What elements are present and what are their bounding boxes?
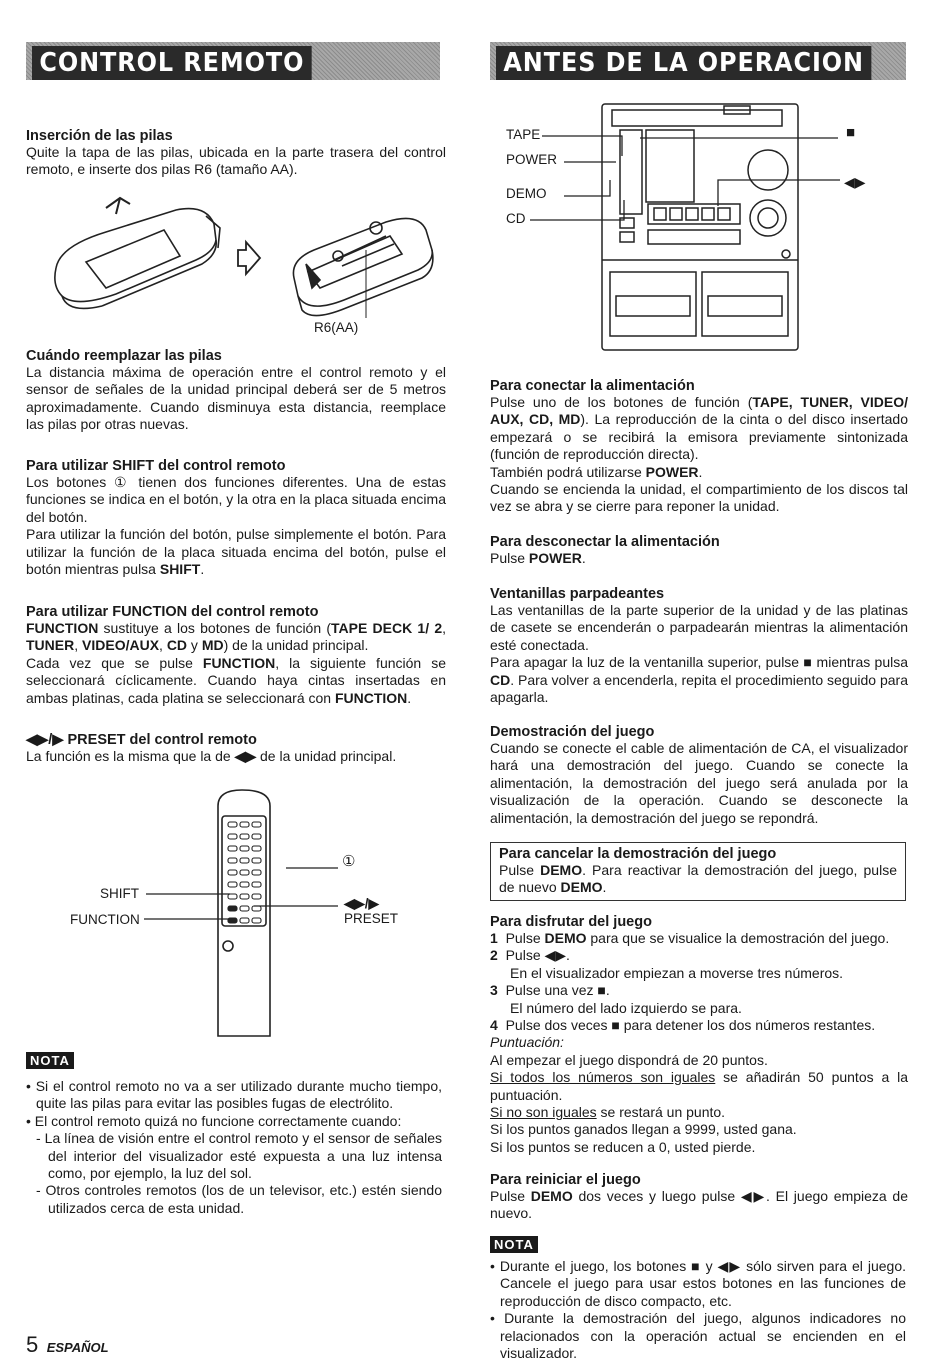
heading: Ventanillas parpadeantes [490,586,665,602]
section-replace-batteries [26,348,446,434]
button-callout-one: ① [342,853,356,870]
paragraph: Cuando se conecte el cable de alimentación de CA, el visualizador hará una demostración del juego. Cuando se conecte la alimentación, la demostración del juego será anulada por la visualización de la operación. Cuando se desconecte la alimentación, la demostración del juego se repondrá. [490,740,908,826]
scoring-line: Al empezar el juego dispondrá de 20 puntos. [490,1051,768,1068]
step-1: 1 Pulse DEMO para que se visualice la demostración del juego. [490,930,890,946]
heading: Inserción de las pilas [26,128,173,144]
page-language: ESPAÑOL [46,1340,109,1355]
paragraph: Cuando se encienda la unidad, el compartimiento de los discos tal vez se abra y se cierre para reponer la unidad. [490,481,908,515]
left-banner [26,42,440,80]
nota-badge: NOTA [490,1236,538,1254]
page-footer [26,1332,109,1358]
notes-list [490,1258,906,1362]
heading: Cuándo reemplazar las pilas [26,348,222,364]
section-power-off [490,534,908,567]
heading: Para desconectar la alimentación [490,534,720,550]
battery-insertion-illustration [46,196,446,336]
section-function [26,604,446,707]
battery-size-label: R6(AA) [314,320,359,335]
paragraph: Para utilizar la función del botón, pulse simplemente el botón. Para utilizar la función de la placa situada encima del botón, pulse el botón mientras pulsa SHIFT. [26,526,446,578]
right-banner-title: ANTES DE LA OPERACION [496,46,871,80]
notes-list [26,1078,442,1217]
step-2: 2 Pulse ◀▶. [490,947,570,964]
section-preset [26,732,446,765]
heading: Para utilizar SHIFT del control remoto [26,458,286,474]
section-power-on [490,378,908,516]
cancel-demo-box [490,842,906,901]
scoring-line: Si no son iguales se restará un punto. [490,1104,726,1121]
section-insert-batteries [26,128,446,179]
note-item: • Durante la demostración del juego, algunos indicadores no relacionados con la operación actual se encienden en el visualizador. [490,1310,906,1362]
shift-label: SHIFT [100,886,139,901]
heading: Para conectar la alimentación [490,378,695,394]
section-shift [26,458,446,578]
preset-symbol-label: ◀▶/▶ [344,896,379,911]
paragraph: Para apagar la luz de la ventanilla superior, pulse ■ mientras pulsa CD. Para volver a encenderla, repita el procedimiento seguido para apagarla. [490,654,909,706]
paragraph: Los botones ① tienen dos funciones diferentes. Una de estas funciones se indica en el botón, y la otra en la placa situada encima del botón. [26,474,446,525]
heading: Para reiniciar el juego [490,1172,641,1188]
paragraph: Pulse DEMO. Para reactivar la demostración del juego, pulse de nuevo DEMO. [499,862,897,896]
scoring-line: Si todos los números son iguales se añadirán 50 puntos a la puntuación. [490,1069,909,1103]
section-blinking-windows [490,586,908,706]
demo-label: DEMO [506,186,547,201]
cd-label: CD [506,211,526,226]
note-subitem: - La línea de visión entre el control remoto y el sensor de señales del interior del visualizador esté expuesta a una luz intensa como, por ejemplo, la luz del sol. [36,1130,442,1182]
nota-badge: NOTA [26,1052,74,1070]
paragraph: Quite la tapa de las pilas, ubicada en la parte trasera del control remoto, e inserte dos pilas R6 (tamaño AA). [26,144,446,178]
step-3-detail: El número del lado izquierdo se para. [510,999,742,1016]
heading: ◀▶/▶ PRESET del control remoto [26,732,257,748]
paragraph: Las ventanillas de la parte superior de la unidad y de las platinas de casete se encenderán o parpadearán mientras la alimentación esté conectada. [490,602,908,653]
preset-label: PRESET [344,911,399,926]
remote-callout-lines [26,860,446,940]
section-game-demo [490,724,908,827]
scoring-heading: Puntuación: [490,1034,564,1051]
page-number: 5 [26,1332,39,1357]
paragraph: Pulse uno de los botones de función (TAPE, TUNER, VIDEO/ AUX, CD, MD). La reproducción de la cinta o del disco insertado empezará o se recibirá la emisora previamente sintonizada (función de reproducción directa). [490,394,908,463]
heading: Para cancelar la demostración del juego [499,846,777,862]
power-label: POWER [506,152,558,167]
step-2-detail: En el visualizador empiezan a moverse tres números. [510,964,844,981]
paragraph: Cada vez que se pulse FUNCTION, la siguiente función se seleccionará cíclicamente. Cuando haya cintas insertadas en ambas platinas, cada platina se seleccionará con FUNCTION. [26,654,446,706]
paragraph: Pulse POWER. [490,550,586,566]
note-item: • Si el control remoto no va a ser utilizado durante mucho tiempo, quite las pilas para evitar las posibles fugas de electrólito. [26,1078,442,1112]
heading: Demostración del juego [490,724,655,740]
paragraph: La función es la misma que la de ◀▶ de la unidad principal. [26,748,397,764]
right-banner [490,42,906,80]
scoring-line: Si los puntos se reducen a 0, usted pierde. [490,1138,756,1155]
step-3: 3 Pulse una vez ■. [490,982,610,999]
function-label: FUNCTION [70,912,140,927]
step-4: 4 Pulse dos veces ■ para detener los dos números restantes. [490,1017,876,1034]
scoring-line: Si los puntos ganados llegan a 9999, usted gana. [490,1121,797,1138]
tape-label: TAPE [506,127,541,142]
paragraph: También podrá utilizarse POWER. [490,463,703,480]
note-item: • Durante el juego, los botones ■ y ◀▶ sólo sirven para el juego. Cancele el juego para usar estos botones en las funciones de reproducción de disco compacto, etc. [490,1258,906,1309]
note-item: • El control remoto quizá no funcione correctamente cuando: [26,1112,402,1129]
heading: Para disfrutar del juego [490,914,652,930]
heading: Para utilizar FUNCTION del control remoto [26,604,319,620]
section-play-game [490,914,908,1156]
left-banner-title: CONTROL REMOTO [32,46,312,80]
paragraph: FUNCTION sustituye a los botones de función (TAPE DECK 1/ 2, TUNER, VIDEO/AUX, CD y MD) de la unidad principal. [26,620,446,654]
play-symbol: ◀▶ [844,174,866,190]
paragraph: Pulse DEMO dos veces y luego pulse ◀▶. El juego empieza de nuevo. [490,1188,908,1222]
paragraph: La distancia máxima de operación entre el control remoto y el sensor de señales de la unidad principal deberá ser de 5 metros aproximadamente. Cuando disminuya esta distancia, reemplace las pilas por otras nuevas. [26,364,446,433]
stop-symbol: ■ [846,124,856,141]
note-subitem: - Otros controles remotos (los de un televisor, etc.) estén siendo utilizados cerca de esta unidad. [36,1182,442,1216]
section-restart-game [490,1172,908,1223]
